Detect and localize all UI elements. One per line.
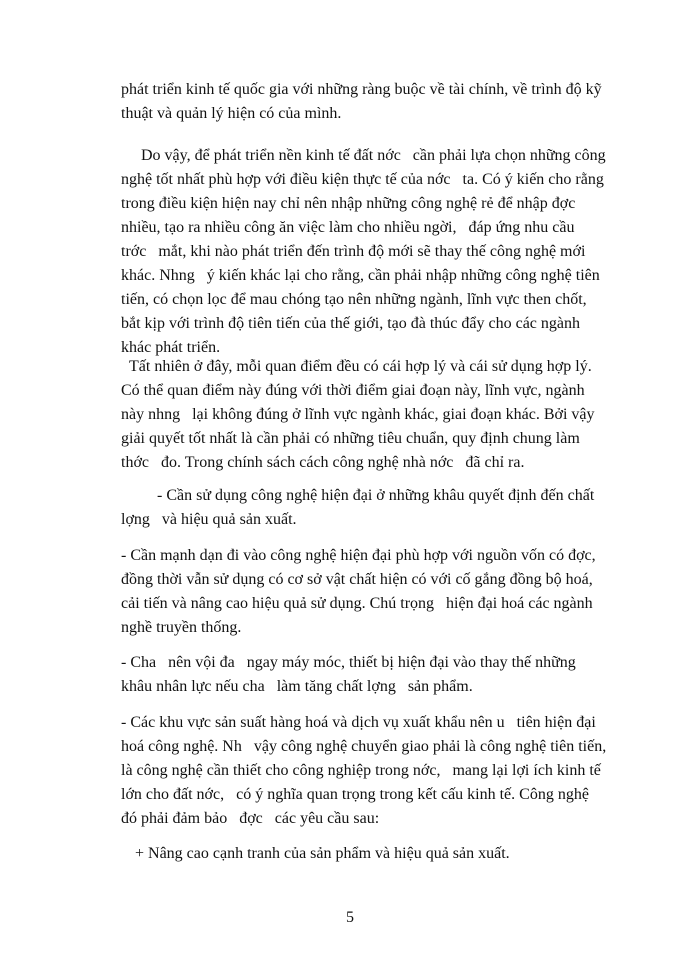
paragraph-line: tiến, có chọn lọc để mau chóng tạo nên những ngành, lĩnh vực then chốt, bbox=[121, 291, 587, 308]
paragraph-line: + Nâng cao cạnh tranh của sản phẩm và hiệu quả sản xuất. bbox=[135, 845, 510, 862]
paragraph-line: thớc đo. Trong chính sách cách công nghệ nhà nớc đã chỉ ra. bbox=[121, 454, 525, 471]
paragraph-line: Do vậy, để phát triển nền kinh tế đất nớc cần phải lựa chọn những công bbox=[141, 147, 606, 164]
paragraph-line: lớn cho đất nớc, có ý nghĩa quan trọng trong kết cấu kinh tế. Công nghệ bbox=[121, 786, 589, 803]
paragraph-line: Có thể quan điểm này đúng với thời điểm giai đoạn này, lĩnh vực, ngành bbox=[121, 382, 585, 399]
paragraph-line: trớc mắt, khi nào phát triển đến trình độ mới sẽ thay thế công nghệ mới bbox=[121, 243, 586, 260]
paragraph-line: đó phải đảm bảo đợc các yêu cầu sau: bbox=[121, 810, 380, 827]
paragraph-line: - Các khu vực sản suất hàng hoá và dịch vụ xuất khẩu nên u tiên hiện đại bbox=[121, 714, 596, 731]
paragraph-line: nghề truyền thống. bbox=[121, 619, 242, 636]
paragraph-line: khác. Nhng ý kiến khác lại cho rằng, cần phải nhập những công nghệ tiên bbox=[121, 267, 600, 284]
paragraph-line: lợng và hiệu quả sản xuất. bbox=[121, 511, 297, 528]
paragraph-line: phát triển kinh tế quốc gia với những ràng buộc về tài chính, về trình độ kỹ bbox=[121, 81, 602, 98]
paragraph-line: - Cần sử dụng công nghệ hiện đại ở những khâu quyết định đến chất bbox=[157, 487, 595, 504]
paragraph-line: cải tiến và nâng cao hiệu quả sử dụng. Chú trọng hiện đại hoá các ngành bbox=[121, 595, 593, 612]
paragraph-line: này nhng lại không đúng ở lĩnh vực ngành khác, giai đoạn khác. Bởi vậy bbox=[121, 406, 595, 423]
paragraph-line: nhiều, tạo ra nhiều công ăn việc làm cho nhiều ngời, đáp ứng nhu cầu bbox=[121, 219, 575, 236]
paragraph-line: hoá công nghệ. Nh vậy công nghệ chuyển giao phải là công nghệ tiên tiến, bbox=[121, 738, 607, 755]
page-number: 5 bbox=[346, 909, 354, 926]
paragraph-line: khâu nhân lực nếu cha làm tăng chất lợng sản phẩm. bbox=[121, 678, 473, 695]
paragraph-line: trong điều kiện hiện nay chỉ nên nhập những công nghệ rẻ để nhập đợc bbox=[121, 195, 576, 212]
paragraph-line: nghệ tốt nhất phù hợp với điều kiện thực tế của nớc ta. Có ý kiến cho rằng bbox=[121, 171, 604, 188]
paragraph-line: Tất nhiên ở đây, mỗi quan điểm đều có cái hợp lý và cái sử dụng hợp lý. bbox=[129, 358, 592, 375]
paragraph-line: - Cha nên vội đa ngay máy móc, thiết bị hiện đại vào thay thế những bbox=[121, 654, 576, 671]
paragraph-line: khác phát triển. bbox=[121, 339, 221, 356]
paragraph-line: là công nghệ cần thiết cho công nghiệp trong nớc, mang lại lợi ích kinh tế bbox=[121, 762, 601, 779]
paragraph-line: thuật và quản lý hiện có của mình. bbox=[121, 105, 342, 122]
paragraph-line: - Cần mạnh dạn đi vào công nghệ hiện đại phù hợp với nguồn vốn có đợc, bbox=[121, 547, 596, 564]
paragraph-line: giải quyết tốt nhất là cần phải có những tiêu chuẩn, quy định chung làm bbox=[121, 430, 580, 447]
paragraph-line: đồng thời vẫn sử dụng có cơ sở vật chất hiện có với cố gắng đồng bộ hoá, bbox=[121, 571, 593, 588]
paragraph-line: bắt kịp với trình độ tiên tiến của thế giới, tạo đà thúc đẩy cho các ngành bbox=[121, 315, 581, 332]
